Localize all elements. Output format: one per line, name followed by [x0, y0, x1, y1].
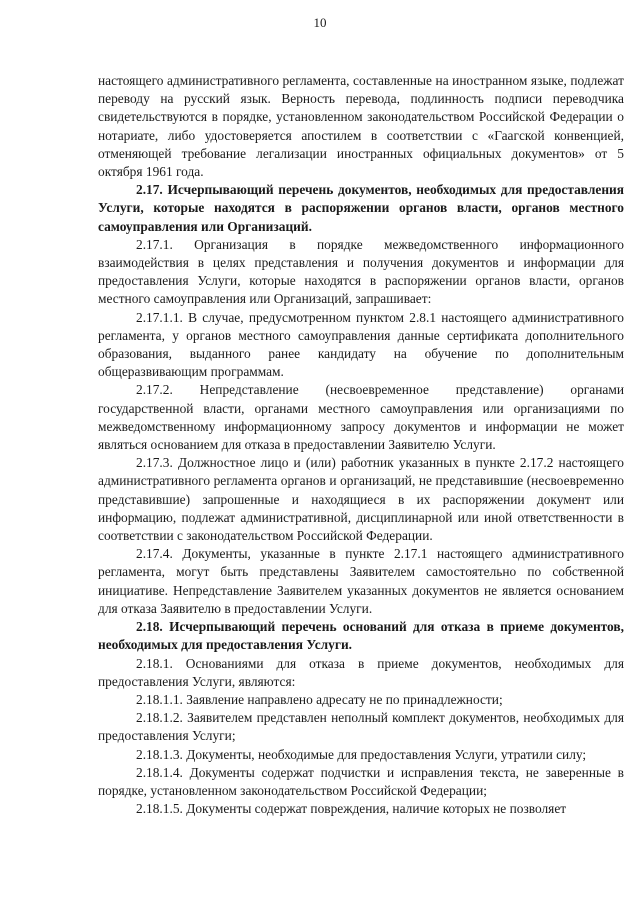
paragraph-2-17-3: 2.17.3. Должностное лицо и (или) работник указанных в пункте 2.17.2 настоящего административного регламента органов и организаций, не представившие (несвоевременно представившие) запрошенные и находящиеся в их распоряжении документ или информацию, подлежат административной, дисциплинарной или иной ответственности в соответствии с законодательством Российской Федерации.: [98, 455, 624, 544]
paragraph-2-18-1: 2.18.1. Основаниями для отказа в приеме документов, необходимых для предоставления Услуги, являются:: [98, 655, 624, 689]
paragraph-continuation: настоящего административного регламента, составленные на иностранном языке, подлежат переводу на русский язык. Верность перевода, подлинность подписи переводчика свидетельствуются в порядке, установленном законодательством Российской Федерации о нотариате, либо удостоверяется апостилем в соответствии с «Гаагской конвенцией, отменяющей требование легализации иностранных официальных документов» от 5 октября 1961 года.: [98, 73, 624, 180]
paragraph-2-18-1-3: 2.18.1.3. Документы, необходимые для предоставления Услуги, утратили силу;: [136, 746, 587, 762]
section-heading-2-17: 2.17. Исчерпывающий перечень документов, необходимых для предоставления Услуги, которые находятся в распоряжении органов власти, органов местного самоуправления или Организаций.: [98, 182, 624, 234]
document-body: [98, 72, 624, 818]
section-heading-2-18: 2.18. Исчерпывающий перечень оснований для отказа в приеме документов, необходимых для предоставления Услуги.: [98, 619, 624, 653]
paragraph-2-18-1-1: 2.18.1.1. Заявление направлено адресату не по принадлежности;: [136, 691, 503, 707]
paragraph-2-18-1-2: 2.18.1.2. Заявителем представлен неполный комплект документов, необходимых для предоставления Услуги;: [98, 710, 624, 744]
paragraph-2-17-1-1: 2.17.1.1. В случае, предусмотренном пунктом 2.8.1 настоящего административного регламента, у органов местного самоуправления данные сертификата дополнительного образования, выданного ранее кандидату на обучение по дополнительным общеразвивающим программам.: [98, 309, 624, 380]
paragraph-2-17-1: 2.17.1. Организация в порядке межведомственного информационного взаимодействия в целях представления и получения документов и информации для предоставления Услуги, которые находятся в распоряжении органов власти, органов местного самоуправления или Организаций, запрашивает:: [98, 236, 624, 307]
paragraph-2-18-1-4: 2.18.1.4. Документы содержат подчистки и исправления текста, не заверенные в порядке, установленном законодательством Российской Федерации;: [98, 764, 624, 798]
paragraph-2-17-2: 2.17.2. Непредставление (несвоевременное представление) органами государственной власти, органами местного самоуправления или организациями по межведомственному информационному запросу документов и информации не может являться основанием для отказа в предоставлении Заявителю Услуги.: [98, 382, 624, 453]
paragraph-2-17-4: 2.17.4. Документы, указанные в пункте 2.17.1 настоящего административного регламента, могут быть представлены Заявителем самостоятельно по собственной инициативе. Непредставление Заявителем указанных документов не является основанием для отказа Заявителю в предоставлении Услуги.: [98, 546, 624, 616]
page-number: 10: [313, 15, 327, 30]
paragraph-2-18-1-5: 2.18.1.5. Документы содержат повреждения, наличие которых не позволяет: [136, 801, 567, 817]
